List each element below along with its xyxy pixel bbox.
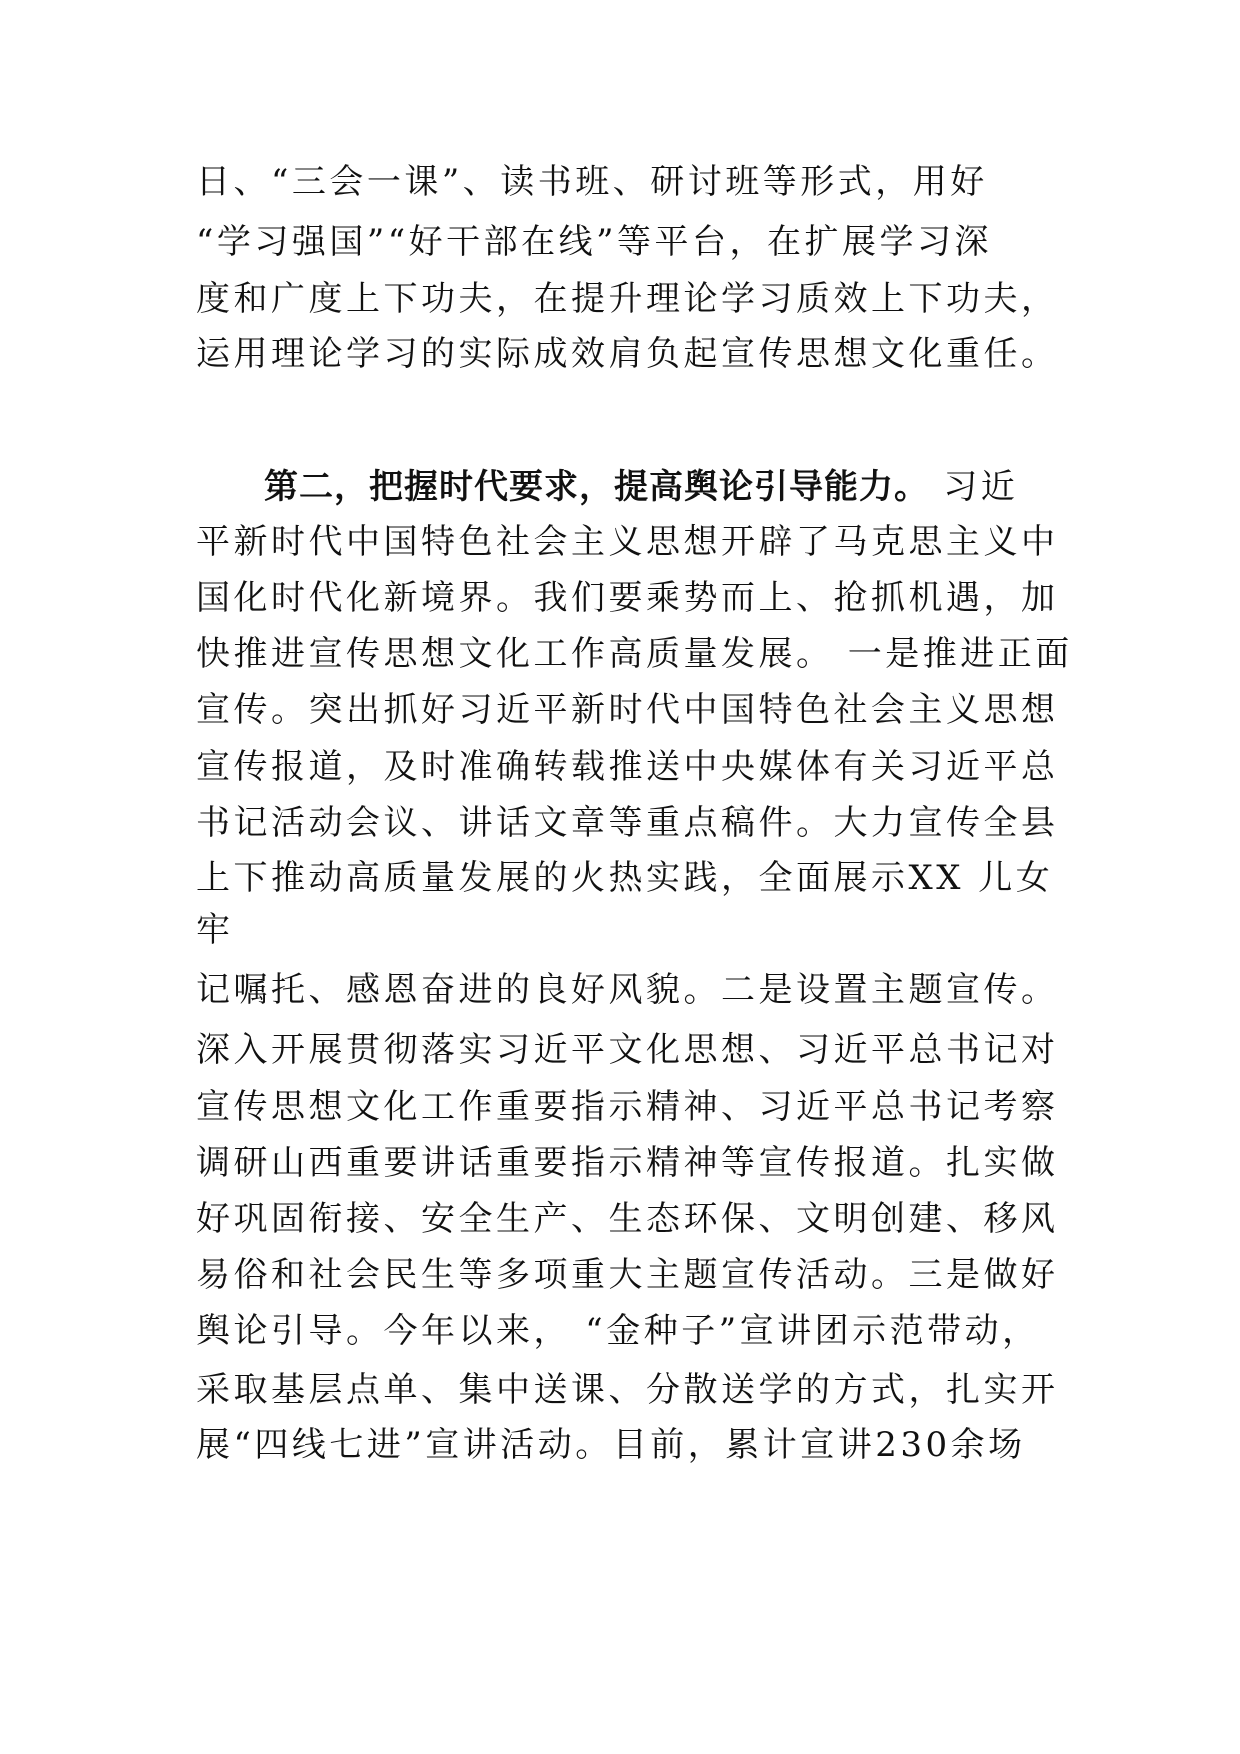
text-line-9: 宣传报道，及时准确转载推送中央媒体有关习近平总 [196, 747, 1059, 787]
text-line-1: 日、“三会一课”、读书班、研讨班等形式，用好 [196, 162, 988, 202]
text-line-11: 上下推动高质量发展的火热实践，全面展示XX 儿女 [196, 858, 1054, 898]
text-line-19: 舆论引导。今年以来， “金种子”宣讲团示范带动， [196, 1311, 1040, 1351]
section-heading-line [264, 467, 1018, 507]
text-line-12: 牢 [196, 910, 234, 950]
text-line-2: “学习强国”“好干部在线”等平台，在扩展学习深 [196, 222, 993, 262]
text-line-6: 国化时代化新境界。我们要乘势而上、抢抓机遇，加 [196, 578, 1059, 618]
text-line-8: 宣传。突出抓好习近平新时代中国特色社会主义思想 [196, 690, 1059, 730]
text-line-10: 书记活动会议、讲话文章等重点稿件。大力宣传全县 [196, 803, 1059, 843]
text-line-18: 易俗和社会民生等多项重大主题宣传活动。三是做好 [196, 1255, 1059, 1295]
section-heading: 第二，把握时代要求，提高舆论引导能力。 [264, 467, 929, 507]
text-line-16: 调研山西重要讲话重要指示精神等宣传报道。扎实做 [196, 1143, 1059, 1183]
text-line-17: 好巩固衔接、安全生产、生态环保、文明创建、移风 [196, 1199, 1059, 1239]
text-line-4: 运用理论学习的实际成效肩负起宣传思想文化重任。 [196, 334, 1059, 374]
text-line-15: 宣传思想文化工作重要指示精神、习近平总书记考察 [196, 1087, 1059, 1127]
heading-continuation: 习近 [929, 467, 1019, 507]
text-line-13: 记嘱托、感恩奋进的良好风貌。二是设置主题宣传。 [196, 970, 1059, 1010]
text-line-7: 快推进宣传思想文化工作高质量发展。 一是推进正面 [196, 634, 1073, 674]
text-line-21: 展“四线七进”宣讲活动。目前，累计宣讲230余场 [196, 1425, 1026, 1465]
text-line-3: 度和广度上下功夫，在提升理论学习质效上下功夫， [196, 279, 1059, 319]
text-line-20: 采取基层点单、集中送课、分散送学的方式，扎实开 [196, 1370, 1059, 1410]
text-line-5: 平新时代中国特色社会主义思想开辟了马克思主义中 [196, 522, 1059, 562]
text-line-14: 深入开展贯彻落实习近平文化思想、习近平总书记对 [196, 1030, 1059, 1070]
